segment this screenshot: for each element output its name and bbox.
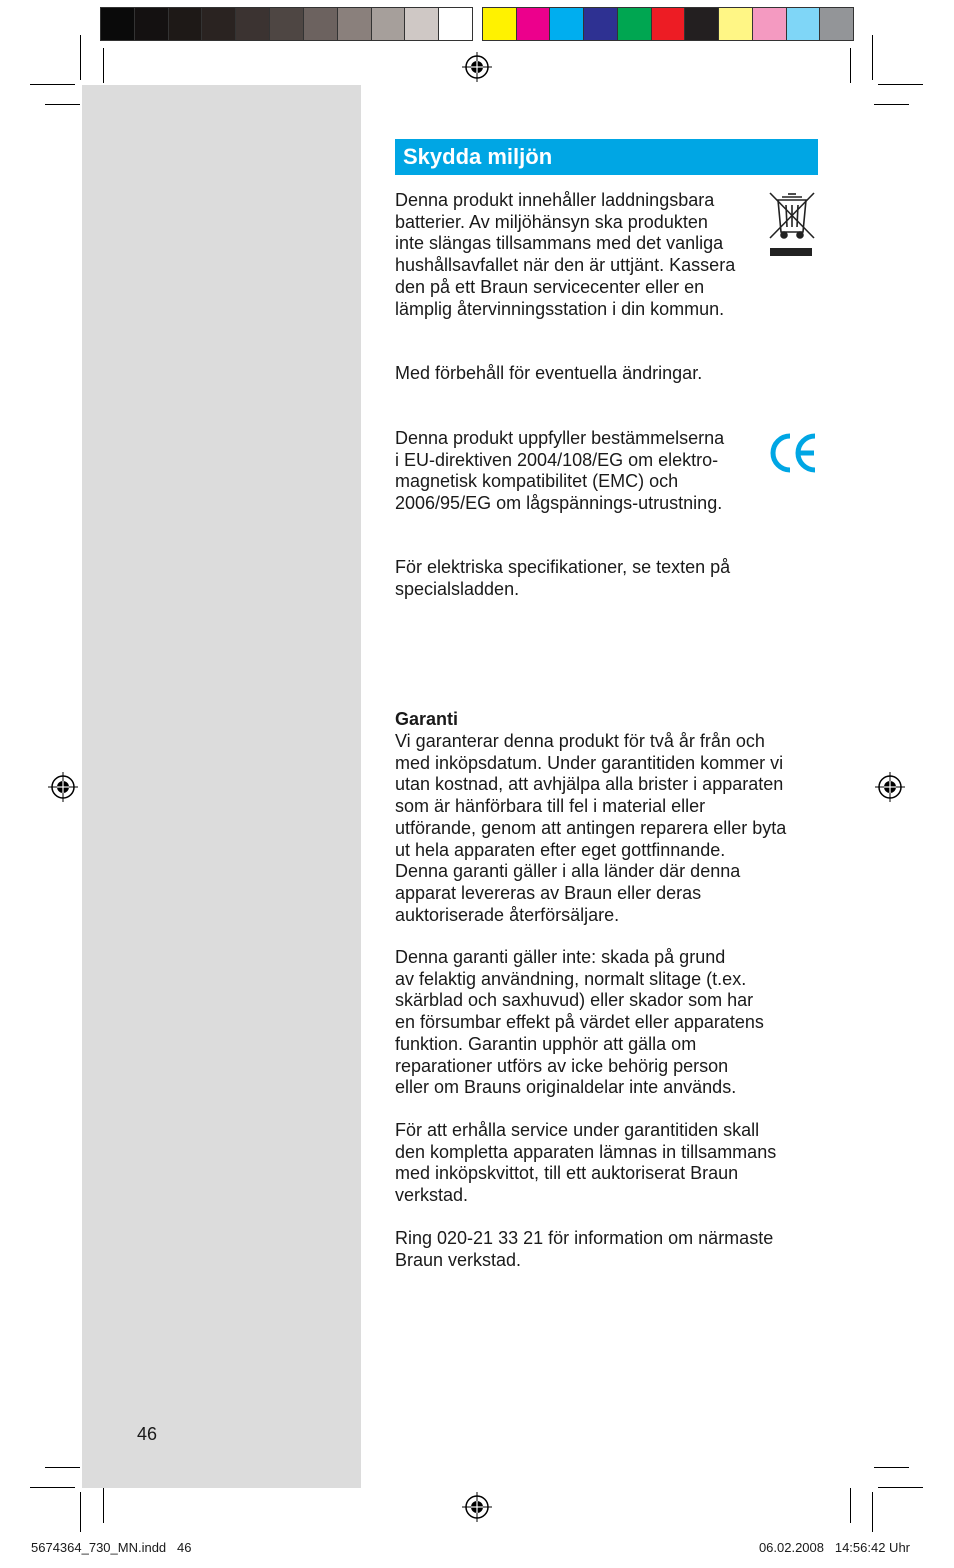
color-swatch xyxy=(135,8,169,40)
warranty-paragraph-2 xyxy=(395,947,764,1099)
warranty-paragraph-4 xyxy=(395,1228,773,1271)
crop-mark xyxy=(30,84,75,85)
environment-paragraph xyxy=(395,190,735,320)
color-swatch xyxy=(753,8,787,40)
changes-paragraph xyxy=(395,363,702,385)
text-line: Denna produkt innehåller laddningsbara xyxy=(395,190,715,210)
text-line: Ring 020-21 33 21 för information om närmaste xyxy=(395,1228,774,1248)
text-line: med inköpsdatum. Under garantitiden kommer vi xyxy=(395,752,784,773)
footer-timestamp: 06.02.2008 14:56:42 Uhr xyxy=(758,1540,910,1555)
crop-mark xyxy=(103,48,104,83)
text-line: Braun verkstad. xyxy=(395,1249,522,1270)
crop-mark xyxy=(872,1492,873,1532)
text-line: auktoriserade återförsäljare. xyxy=(395,904,620,925)
color-swatch xyxy=(618,8,652,40)
color-swatch xyxy=(584,8,618,40)
text-line: magnetisk kompatibilitet (EMC) och xyxy=(395,471,679,492)
color-swatch xyxy=(405,8,439,40)
crop-mark xyxy=(30,1487,75,1488)
text-line: specialsladden. xyxy=(395,578,520,599)
text-line: av felaktig användning, normalt slitage (t.ex. xyxy=(395,968,747,989)
text-line: med inköpskvittot, till ett auktoriserat Braun xyxy=(395,1163,739,1184)
text-line: som är hänförbara till fel i material eller xyxy=(395,796,706,817)
footer-file-info: 5674364_730_MN.indd 46 xyxy=(31,1540,192,1555)
text-line: reparationer utförs av icke behörig person xyxy=(395,1055,729,1076)
ce-mark-icon xyxy=(768,430,820,476)
crop-mark xyxy=(850,1488,851,1523)
color-swatch xyxy=(101,8,135,40)
text-line: skärblad och saxhuvud) eller skador som har xyxy=(395,990,754,1011)
color-swatch xyxy=(270,8,304,40)
color-swatch xyxy=(652,8,686,40)
section-heading-bar xyxy=(395,139,818,175)
text-line: en försumbar effekt på värdet eller apparatens xyxy=(395,1012,764,1033)
color-swatch xyxy=(787,8,821,40)
text-line: verkstad. xyxy=(395,1185,469,1206)
text-line: För elektriska specifikationer, se texten på xyxy=(395,557,731,577)
registration-mark-icon xyxy=(48,772,78,802)
text-line: Denna produkt uppfyller bestämmelserna xyxy=(395,428,725,448)
crop-mark xyxy=(878,84,923,85)
grayscale-color-bar xyxy=(100,7,473,41)
color-swatch xyxy=(719,8,753,40)
text-line: Med förbehåll för eventuella ändringar. xyxy=(395,363,703,383)
crop-mark xyxy=(80,35,81,80)
text-line: Denna garanti gäller inte: skada på grund xyxy=(395,947,726,967)
color-swatch xyxy=(338,8,372,40)
crop-mark xyxy=(45,1467,80,1468)
color-swatch xyxy=(236,8,270,40)
crop-mark xyxy=(80,1492,81,1532)
specs-paragraph xyxy=(395,557,730,600)
crop-mark xyxy=(45,104,80,105)
text-line: batterier. Av miljöhänsyn ska produkten xyxy=(395,211,708,232)
crop-mark xyxy=(872,35,873,80)
text-line: funktion. Garantin upphör att gälla om xyxy=(395,1033,697,1054)
crop-mark xyxy=(850,48,851,83)
color-swatch xyxy=(820,8,853,40)
color-swatch xyxy=(517,8,551,40)
text-line: 2006/95/EG om lågspännings-utrustning. xyxy=(395,493,723,514)
text-line: ut hela apparaten efter eget gottfinnande. xyxy=(395,839,726,860)
text-line: den kompletta apparaten lämnas in tillsammans xyxy=(395,1141,777,1162)
page-number: 46 xyxy=(137,1424,158,1444)
color-swatch xyxy=(304,8,338,40)
crop-mark xyxy=(874,104,909,105)
crop-mark xyxy=(878,1487,923,1488)
text-line: Denna garanti gäller i alla länder där denna xyxy=(395,861,741,882)
section-title: Skydda miljön xyxy=(403,144,553,169)
crop-mark xyxy=(874,1467,909,1468)
text-line: eller om Brauns originaldelar inte används. xyxy=(395,1077,737,1098)
cmyk-color-bar xyxy=(482,7,854,41)
text-line: Vi garanterar denna produkt för två år från och xyxy=(395,731,765,751)
color-swatch xyxy=(483,8,517,40)
color-swatch xyxy=(169,8,203,40)
color-swatch xyxy=(439,8,472,40)
registration-mark-icon xyxy=(462,1492,492,1522)
color-swatch xyxy=(685,8,719,40)
registration-mark-icon xyxy=(462,52,492,82)
color-swatch xyxy=(372,8,406,40)
text-line: utförande, genom att antingen reparera eller byta xyxy=(395,817,787,838)
warranty-paragraph-1 xyxy=(395,731,786,926)
color-swatch xyxy=(202,8,236,40)
text-line: hushållsavfallet när den är uttjänt. Kassera xyxy=(395,255,736,276)
text-line: den på ett Braun servicecenter eller en xyxy=(395,276,705,297)
text-line: utan kostnad, att avhjälpa alla brister i apparaten xyxy=(395,774,784,795)
color-swatch xyxy=(550,8,584,40)
warranty-heading: Garanti xyxy=(395,709,459,729)
warranty-paragraph-3 xyxy=(395,1120,776,1207)
crossed-out-wheelie-bin-icon xyxy=(766,190,818,260)
ce-paragraph xyxy=(395,428,724,515)
text-line: För att erhålla service under garantitiden skall xyxy=(395,1120,760,1140)
text-line: lämplig återvinningsstation i din kommun. xyxy=(395,298,725,319)
registration-mark-icon xyxy=(875,772,905,802)
crop-mark xyxy=(103,1488,104,1523)
text-line: i EU-direktiven 2004/108/EG om elektro- xyxy=(395,449,719,470)
text-line: apparat levereras av Braun eller deras xyxy=(395,882,702,903)
text-line: inte slängas tillsammans med det vanliga xyxy=(395,233,724,254)
side-panel xyxy=(82,85,361,1488)
